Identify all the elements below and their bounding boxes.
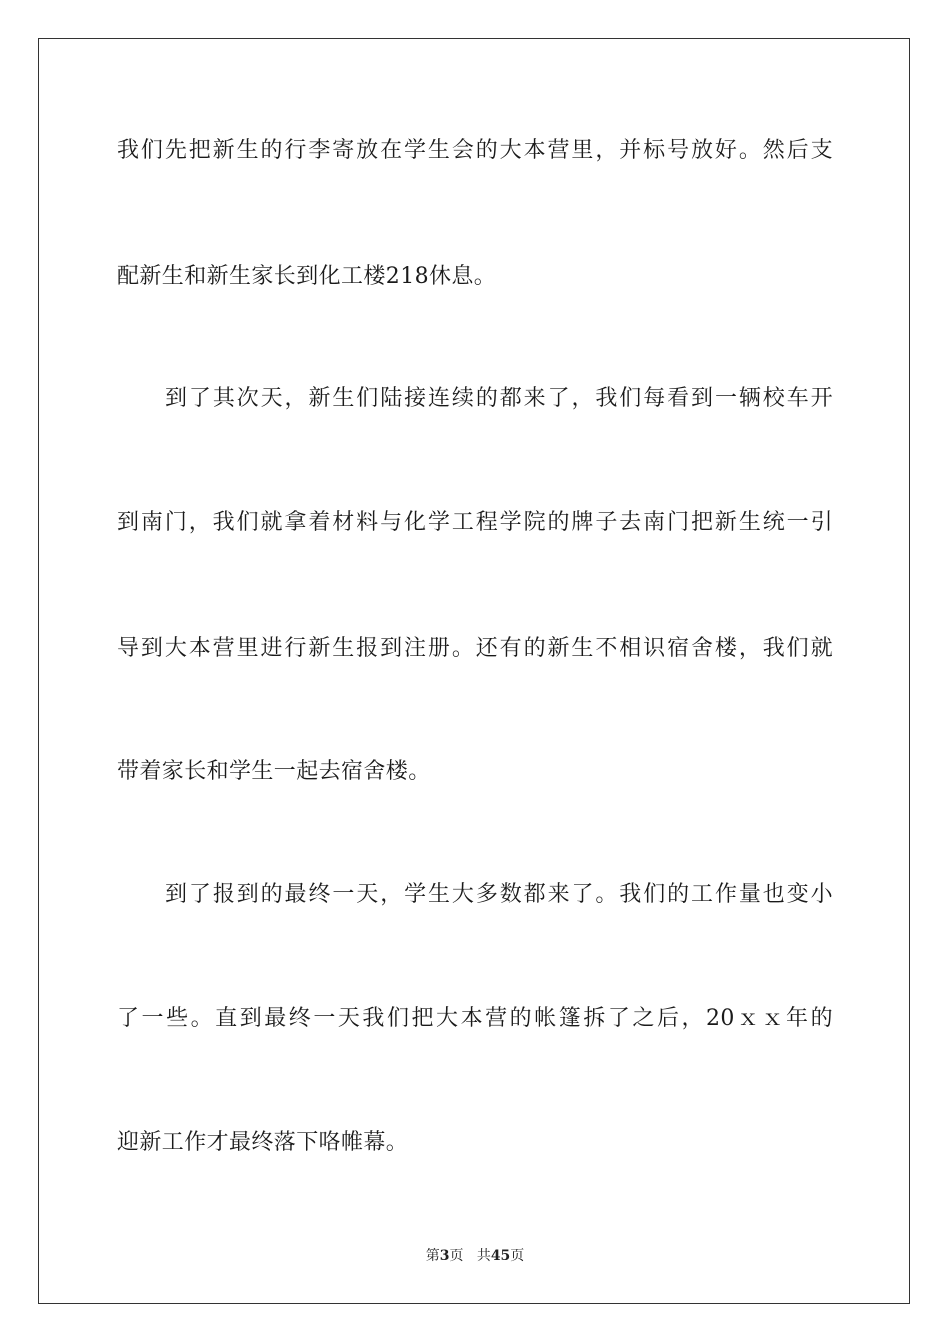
page-border: [38, 38, 910, 1304]
body-text-line: 到南门，我们就拿着材料与化学工程学院的牌子去南门把新生统一引: [117, 510, 833, 535]
total-suffix: 页: [510, 1248, 525, 1264]
page-suffix: 页: [449, 1248, 464, 1264]
body-text-line: 了一些。直到最终一天我们把大本营的帐篷拆了之后，20ｘｘ年的: [117, 1006, 833, 1031]
body-text-line: 带着家长和学生一起去宿舍楼。: [117, 759, 431, 784]
total-pages: 45: [490, 1248, 511, 1264]
body-text-line: 迎新工作才最终落下咯帷幕。: [117, 1130, 409, 1155]
page-prefix: 第: [425, 1248, 440, 1264]
page-number: 3: [439, 1248, 450, 1264]
total-prefix: 共: [476, 1248, 491, 1264]
body-text-line: 配新生和新生家长到化工楼218休息。: [117, 264, 497, 289]
paragraph-first-line: 到了报到的最终一天，学生大多数都来了。我们的工作量也变小: [165, 882, 833, 907]
body-text-line: 我们先把新生的行李寄放在学生会的大本营里，并标号放好。然后支: [117, 138, 833, 163]
page-footer: [0, 1247, 950, 1265]
paragraph-first-line: 到了其次天，新生们陆接连续的都来了，我们每看到一辆校车开: [165, 386, 833, 411]
body-text-line: 导到大本营里进行新生报到注册。还有的新生不相识宿舍楼，我们就: [117, 636, 833, 661]
